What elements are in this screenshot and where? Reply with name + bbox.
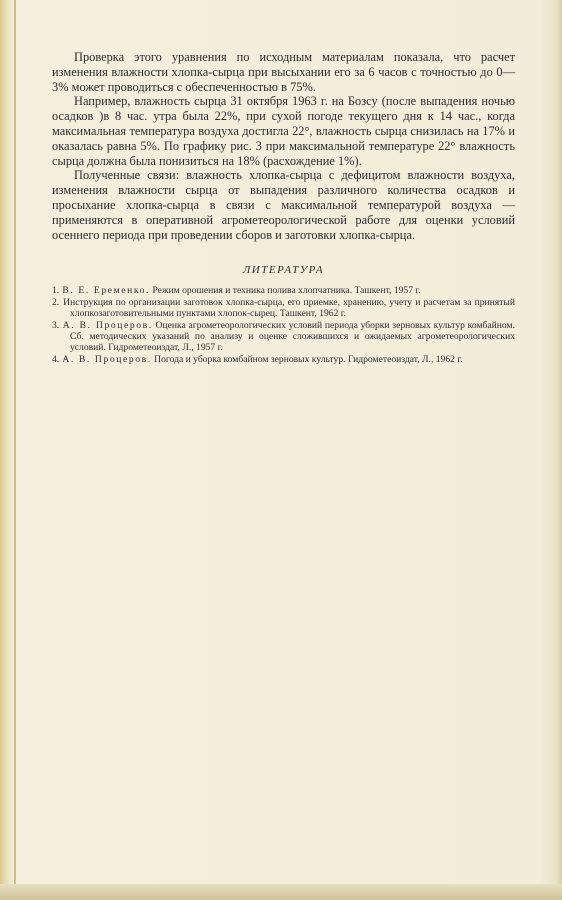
page-content <box>52 50 515 365</box>
reference-author: А. В. Процеров. <box>62 319 153 331</box>
reference-item-4 <box>52 354 515 365</box>
reference-number: 3. <box>52 319 60 331</box>
reference-text: Режим орошения и техника полива хлопчатника. Ташкент, 1957 г. <box>150 285 421 297</box>
reference-number: 2. <box>52 296 60 308</box>
body-paragraph-2: Например, влажность сырца 31 октября 1963 г. на Бозсу (после выпадения ночью осадков )в 8 час. утра была 22%, при сухой погоде текущего дня к 14 час., когда максимальная температура воздуха достигла 22°, влажность сырца снизилась на 17% и оказалась равна 5%. По графику рис. 3 при максимальной температуре 22° влажность сырца должна была понизиться на 18% (расхождение 1%). <box>52 94 515 168</box>
reference-text: Инструкция по организации заготовок хлопка-сырца, его приемке, хранению, учету и расчетам за принятый хлопкозаготовительными пунктами хлопок-сырец. Ташкент, 1962 г. <box>63 296 515 320</box>
reference-author: А. В. Процеров. <box>62 353 152 365</box>
page-bottom-edge <box>0 884 562 900</box>
body-paragraph-3: Полученные связи: влажность хлопка-сырца с дефицитом влажности воздуха, изменения влажности сырца от выпадения различного количества осадков и просыхание хлопка-сырца в связи с максимальной температурой воздуха — применяются в оперативной агрометеорологической работе для оценки условий осеннего периода при проведении сборов и заготовки хлопка-сырца. <box>52 168 515 242</box>
reference-text: Оценка агрометеорологических условий периода уборки зерновых культур комбайном. Сб. методических указаний по анализу и оценке сложившихся и ожидаемых агрометеорологических условий. Гидрометеоиздат, Л., 1957 г. <box>70 319 516 354</box>
reference-text: Погода и уборка комбайном зерновых культур. Гидрометеоиздат, Л., 1962 г. <box>151 353 463 365</box>
body-paragraph-1: Проверка этого уравнения по исходным материалам показала, что расчет изменения влажности хлопка-сырца при высыхании его за 6 часов с точностью до 0—3% может проводиться с обеспеченностью в 75%. <box>52 50 515 94</box>
reference-item-2 <box>52 297 515 320</box>
page-spine-shadow <box>14 0 16 900</box>
references-heading: ЛИТЕРАТУРА <box>242 264 325 277</box>
reference-item-3 <box>52 320 515 354</box>
reference-number: 4. <box>52 353 60 365</box>
reference-item-1 <box>52 285 515 296</box>
references-list <box>52 285 515 365</box>
reference-number: 1. <box>52 285 60 297</box>
reference-author: В. Е. Еременко. <box>62 285 151 297</box>
